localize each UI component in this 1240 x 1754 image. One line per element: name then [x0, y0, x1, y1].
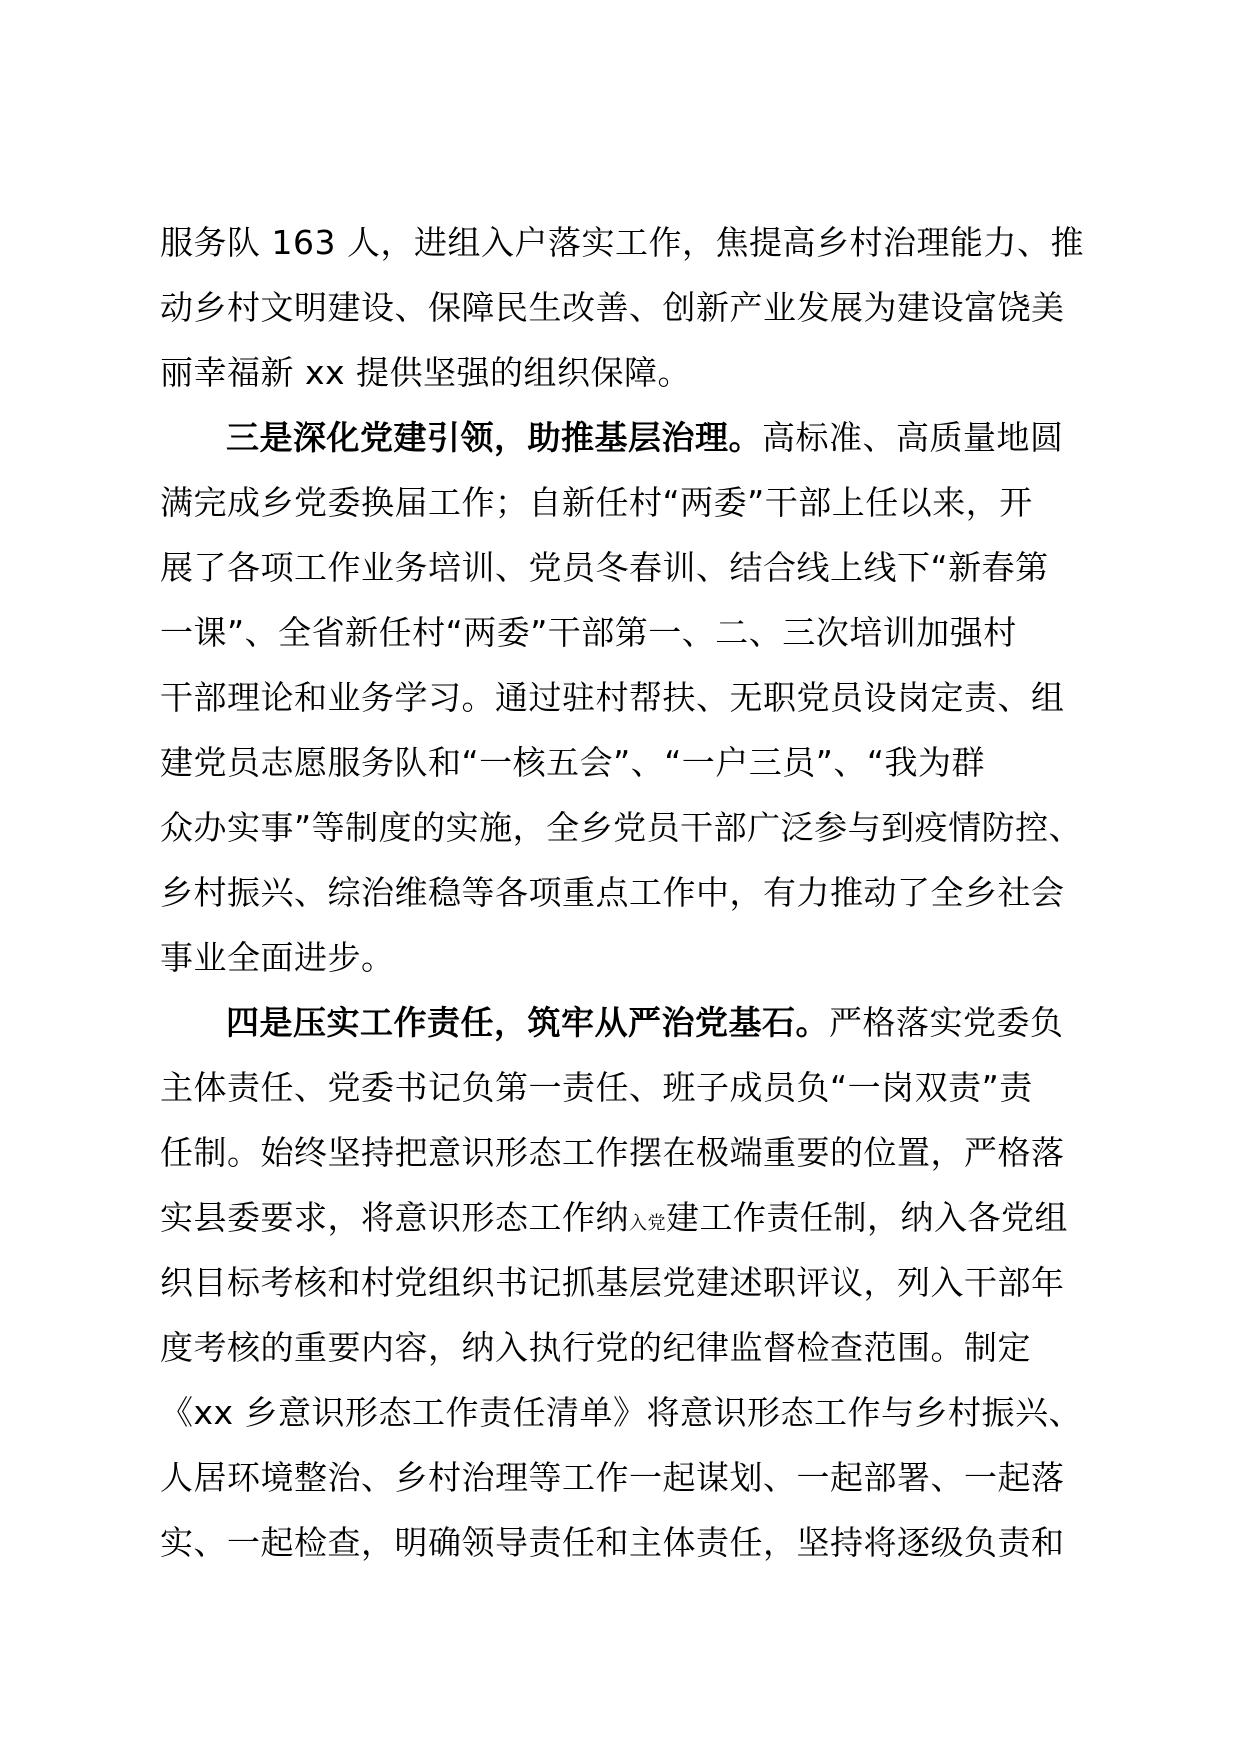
- section-three-lead: 三是深化党建引领，助推基层治理。: [226, 418, 762, 457]
- body-line: 主体责任、党委书记负第一责任、班子成员负“一岗双责”责: [160, 1068, 1033, 1107]
- body-line: 事业全面进步。: [160, 938, 395, 977]
- small-inline-text: 入党: [629, 1213, 666, 1234]
- body-line: 一课”、全省新任村“两委”干部第一、二、三次培训加强村: [160, 613, 1017, 652]
- section-four-heading-line: [226, 1003, 1064, 1043]
- body-text: 建工作责任制，纳入各党组: [666, 1198, 1068, 1237]
- body-line: 人居环境整治、乡村治理等工作一起谋划、一起部署、一起落: [160, 1458, 1065, 1497]
- body-line: 度考核的重要内容，纳入执行党的纪律监督检查范围。制定: [160, 1328, 1031, 1367]
- body-line: 服务队 163 人，进组入户落实工作，焦提高乡村治理能力、推: [160, 223, 1084, 262]
- body-line: 建党员志愿服务队和“一核五会”、“一户三员”、“我为群: [160, 743, 985, 782]
- body-line: [160, 1198, 1068, 1238]
- body-line: 丽幸福新 xx 提供坚强的组织保障。: [160, 353, 692, 392]
- body-line: 动乡村文明建设、保障民生改善、创新产业发展为建设富饶美: [160, 288, 1065, 327]
- body-line: 干部理论和业务学习。通过驻村帮扶、无职党员设岗定责、组: [160, 678, 1065, 717]
- body-text: 实县委要求，将意识形态工作纳: [160, 1198, 629, 1237]
- body-line: 满完成乡党委换届工作；自新任村“两委”干部上任以来，开: [160, 483, 1033, 522]
- body-line: 众办实事”等制度的实施，全乡党员干部广泛参与到疫情防控、: [160, 808, 1083, 847]
- body-line: 织目标考核和村党组织书记抓基层党建述职评议，列入干部年: [160, 1263, 1065, 1302]
- body-line-continuation: 高标准、高质量地圆: [762, 418, 1064, 457]
- body-line: 乡村振兴、综治维稳等各项重点工作中，有力推动了全乡社会: [160, 873, 1065, 912]
- body-line: 实、一起检查，明确领导责任和主体责任，坚持将逐级负责和: [160, 1523, 1065, 1562]
- body-line: 展了各项工作业务培训、党员冬春训、结合线上线下“新春第: [160, 548, 1049, 587]
- section-three-heading-line: [226, 418, 1064, 458]
- body-line: 任制。始终坚持把意识形态工作摆在极端重要的位置，严格落: [160, 1133, 1065, 1172]
- body-line: 《xx 乡意识形态工作责任清单》将意识形态工作与乡村振兴、: [160, 1393, 1083, 1432]
- section-four-lead: 四是压实工作责任，筑牢从严治党基石。: [226, 1003, 829, 1042]
- body-line-continuation: 严格落实党委负: [829, 1003, 1064, 1042]
